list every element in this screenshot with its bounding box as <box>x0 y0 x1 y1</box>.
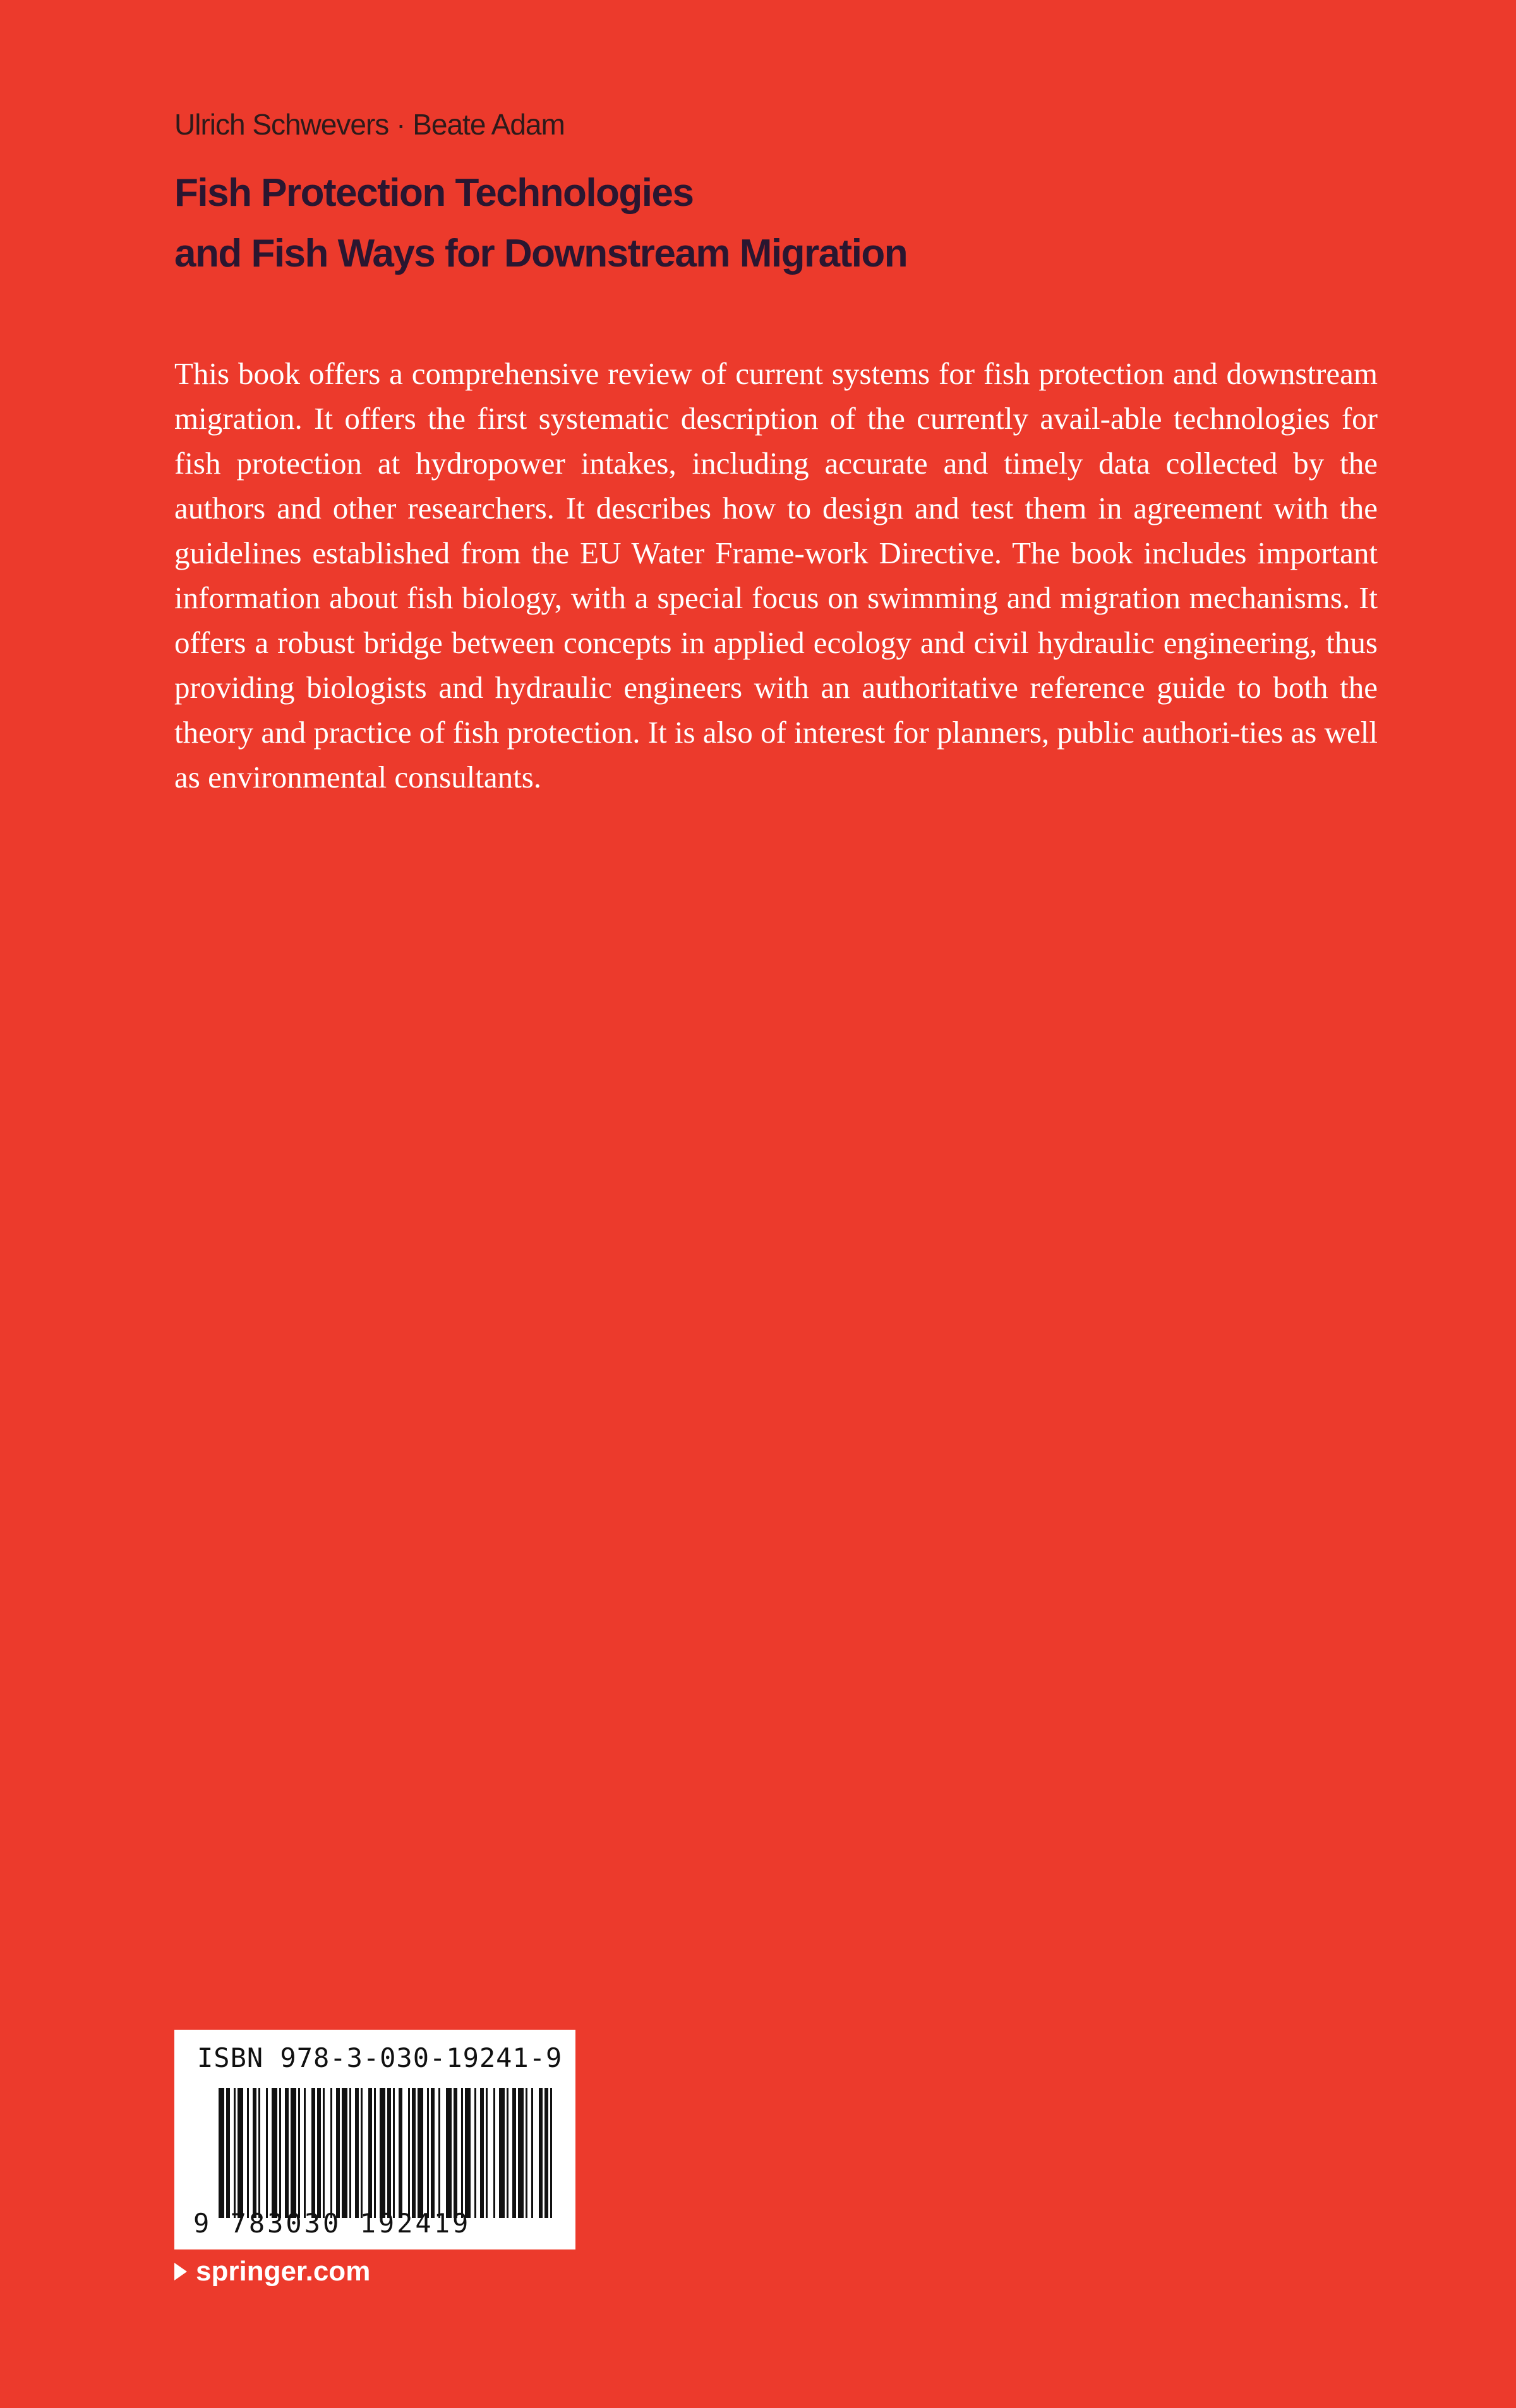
barcode-bar <box>499 2088 505 2218</box>
barcode-bar <box>446 2088 452 2218</box>
barcode-bar <box>387 2088 391 2218</box>
title-line-2: and Fish Ways for Downstream Migration <box>174 232 908 275</box>
isbn-label: ISBN 978-3-030-19241-9 <box>197 2042 563 2073</box>
barcode-bar <box>342 2088 347 2218</box>
barcode-bar <box>550 2088 552 2218</box>
barcode-bar <box>258 2088 260 2218</box>
barcode-bar <box>298 2088 300 2218</box>
title-line-1: Fish Protection Technologies <box>174 171 694 215</box>
barcode-bar <box>285 2088 289 2218</box>
barcode-bar <box>480 2088 484 2218</box>
barcode-bar <box>454 2088 457 2218</box>
barcode-bar <box>408 2088 410 2218</box>
barcode-bar <box>266 2088 268 2218</box>
book-description: This book offers a comprehensive review of current systems for fish protection and downstream migration. It offers the first systematic description of the currently avail-able technologies for fish protection at hydropower intakes, including accurate and timely data collected by the authors and other researchers. It describes how to design and test them in agreement with the guidelines established from the EU Water Frame-work Directive. The book includes important information about fish biology, with a special focus on swimming and migration mechanisms. It offers a robust bridge between concepts in applied ecology and civil hydraulic engineering, thus providing biologists and hydraulic engineers with an authoritative reference guide to both the theory and practice of fish protection. It is also of interest for planners, public authori-ties as well as environmental consultants. <box>174 356 1378 794</box>
barcode-bar <box>461 2088 463 2218</box>
barcode-bar <box>361 2088 363 2218</box>
barcode-bar <box>253 2088 256 2218</box>
barcode-bar <box>279 2088 281 2218</box>
barcode-bar <box>465 2088 471 2218</box>
barcode-digits: 9 783030 192419 <box>193 2208 471 2239</box>
barcode-bar <box>512 2088 516 2218</box>
barcode-bar <box>330 2088 332 2218</box>
barcode-bar <box>493 2088 495 2218</box>
barcode-bar <box>272 2088 277 2218</box>
barcode-bar <box>380 2088 385 2218</box>
isbn-barcode <box>174 2030 575 2249</box>
barcode-bar <box>374 2088 376 2218</box>
publisher-site: springer.com <box>196 2256 371 2287</box>
barcode-bar <box>368 2088 372 2218</box>
barcode-bar <box>539 2088 543 2218</box>
barcode-bar <box>399 2088 402 2218</box>
barcode-bar <box>544 2088 548 2218</box>
barcode-bar <box>304 2088 306 2218</box>
publisher-link[interactable] <box>174 2256 370 2287</box>
barcode-bar <box>486 2088 488 2218</box>
barcode-bar <box>412 2088 416 2218</box>
author-names: Ulrich Schwevers · Beate Adam <box>174 108 565 141</box>
barcode-bar <box>234 2088 236 2218</box>
book-title <box>174 163 907 284</box>
barcode-bar <box>427 2088 429 2218</box>
barcode-bars <box>219 2088 553 2218</box>
barcode-bar <box>507 2088 508 2218</box>
barcode-bar <box>531 2088 533 2218</box>
barcode-bar <box>323 2088 325 2218</box>
barcode-bar <box>311 2088 315 2218</box>
barcode-bar <box>336 2088 340 2218</box>
barcode-bar <box>247 2088 249 2218</box>
barcode-bar <box>418 2088 423 2218</box>
arrow-right-icon <box>174 2263 187 2280</box>
barcode-bar <box>526 2088 527 2218</box>
barcode-bar <box>291 2088 296 2218</box>
barcode-bar <box>238 2088 243 2218</box>
barcode-bar <box>317 2088 321 2218</box>
barcode-bar <box>226 2088 230 2218</box>
barcode-bar <box>474 2088 476 2218</box>
barcode-bar <box>349 2088 351 2218</box>
barcode-bar <box>219 2088 224 2218</box>
barcode-bar <box>393 2088 395 2218</box>
barcode-bar <box>355 2088 359 2218</box>
barcode-bar <box>518 2088 524 2218</box>
barcode-bar <box>431 2088 435 2218</box>
barcode-bar <box>438 2088 440 2218</box>
